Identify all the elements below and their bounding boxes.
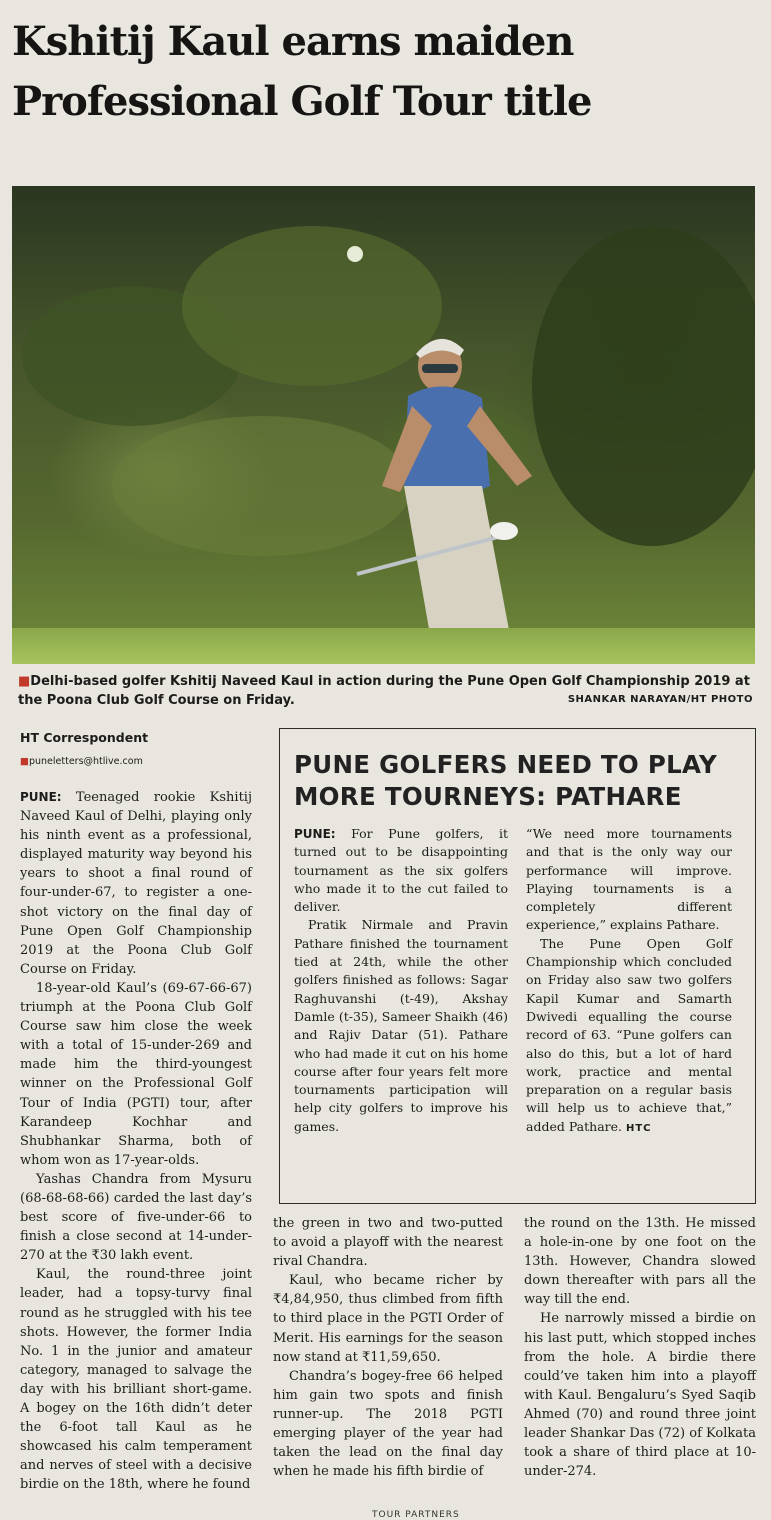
email-bullet-icon: ■ (20, 756, 29, 767)
sidebar-paragraph: “We need more tournaments and that is the only way our performance will improve. Playing tournaments is a completely different experience,” explains Pathare. (526, 826, 732, 933)
article-paragraph: the round on the 13th. He missed a hole-in-one by one foot on the 13th. However, Chandra slowed down thereafter with pars all the way till the end. (524, 1216, 756, 1308)
sidebar-paragraph (526, 935, 732, 1138)
sidebar-paragraph: Pratik Nirmale and Pravin Pathare finished the tournament tied at 24th, while the other golfers finished as follows: Sagar Raghuvanshi (t-49), Akshay Damle (t-35), Sameer Shaikh (46) and Rajiv Datar (51). Pathare who had made it cut on his home course after four years felt more tournaments participation will help city golfers to improve his games. (294, 917, 508, 1134)
article-paragraph: He narrowly missed a birdie on his last putt, which stopped inches from the hole. A birdie there could’ve taken him into a playoff with Kaul. Bengaluru’s Syed Saqib Ahmed (70) and round three joint leader Shankar Das (72) of Kolkata took a share of third place at 10-under-274. (524, 1311, 756, 1480)
sidebar-text: The Pune Open Golf Championship which concluded on Friday also saw two golfers Kapil Kumar and Samarth Dwivedi equalling the course record of 63. “Pune golfers can also do this, but a lot of hard work, practice and mental preparation on a regular basis will help us to achieve that,” added Pathare. (526, 935, 732, 1134)
sidebar-text: For Pune golfers, it turned out to be disappointing tournament as the six golfers who made it to the cut failed to deliver. (294, 826, 508, 915)
headline-line-1: Kshitij Kaul earns maiden (12, 18, 574, 65)
article-paragraph: Kaul, the round-three joint leader, had a topsy-turvy final round as he struggled with his tee shots. However, the former India No. 1 in the junior and amateur category, managed to salvage the day with his brilliant short-game. A bogey on the 16th didn’t deter the 6-foot tall Kaul as he showcased his calm temperament and nerves of steel with a decisive birdie on the 18th, where he found (20, 1267, 252, 1493)
article-text: Teenaged rookie Kshitij Naveed Kaul of Delhi, playing only his ninth event as a professional, displayed maturity way beyond his years to shoot a final round of four-under-67, to register a one-shot victory on the final day of Pune Open Golf Championship 2019 at the Poona Club Golf Course on Friday. (20, 790, 252, 977)
article-paragraph: Chandra’s bogey-free 66 helped him gain two spots and finish runner-up. The 2018 PGTI emerging player of the year had taken the lead on the final day when he made his fifth birdie of (273, 1368, 503, 1480)
fairway (12, 628, 755, 664)
article-column-2 (273, 1214, 503, 1481)
article-column-3 (524, 1214, 756, 1481)
golf-ball (347, 246, 363, 262)
photo-credit: SHANKAR NARAYAN/HT PHOTO (567, 694, 753, 705)
sidebar-signoff: HTC (625, 1122, 652, 1134)
golfer-photo (12, 186, 755, 664)
article-paragraph: Kaul, who became richer by ₹4,84,950, thus climbed from fifth to third place in the PGTI Order of Merit. His earnings for the season now stand at ₹11,59,650. (273, 1273, 503, 1365)
sidebar-heading: PUNE GOLFERS NEED TO PLAY MORE TOURNEYS: PATHARE (294, 750, 718, 811)
article-column-1 (20, 788, 252, 1494)
article-paragraph: Yashas Chandra from Mysuru (68-68-68-66) carded the last day’s best score of five-under-66 to finish a close second at 14-under-270 at the ₹30 lakh event. (20, 1171, 252, 1264)
sidebar-column-2 (526, 825, 732, 1138)
sidebar-column-1 (294, 825, 508, 1136)
byline-email (20, 756, 143, 767)
sidebar-box (279, 728, 756, 1204)
article-paragraph: the green in two and two-putted to avoid a playoff with the nearest rival Chandra. (273, 1216, 503, 1270)
article-dateline: PUNE: (20, 790, 62, 804)
sidebar-dateline: PUNE: (294, 827, 336, 841)
article-paragraph (20, 788, 252, 979)
caption-bullet-icon: ■ (18, 674, 31, 689)
photo-caption-text: Delhi-based golfer Kshitij Naveed Kaul in action during the Pune Open Golf Championship 2019 at the Poona Club Golf Course on Friday. (18, 674, 750, 708)
headline (12, 12, 762, 132)
headline-line-2: Professional Golf Tour title (12, 78, 592, 125)
golfer-illustration (12, 186, 755, 664)
article-paragraph: 18-year-old Kaul’s (69-67-66-67) triumph at the Poona Club Golf Course saw him close the week with a total of 15-under-269 and made him the third-youngest winner on the Professional Golf Tour of India (PGTI) tour, after Karandeep Kochhar and Shubhankar Sharma, both of whom won as 17-year-olds. (20, 980, 252, 1168)
byline-email-text: puneletters@htlive.com (28, 756, 143, 767)
footer-label: TOUR PARTNERS (372, 1510, 460, 1520)
sidebar-paragraph (294, 825, 508, 916)
byline-author: HT Correspondent (20, 730, 149, 745)
